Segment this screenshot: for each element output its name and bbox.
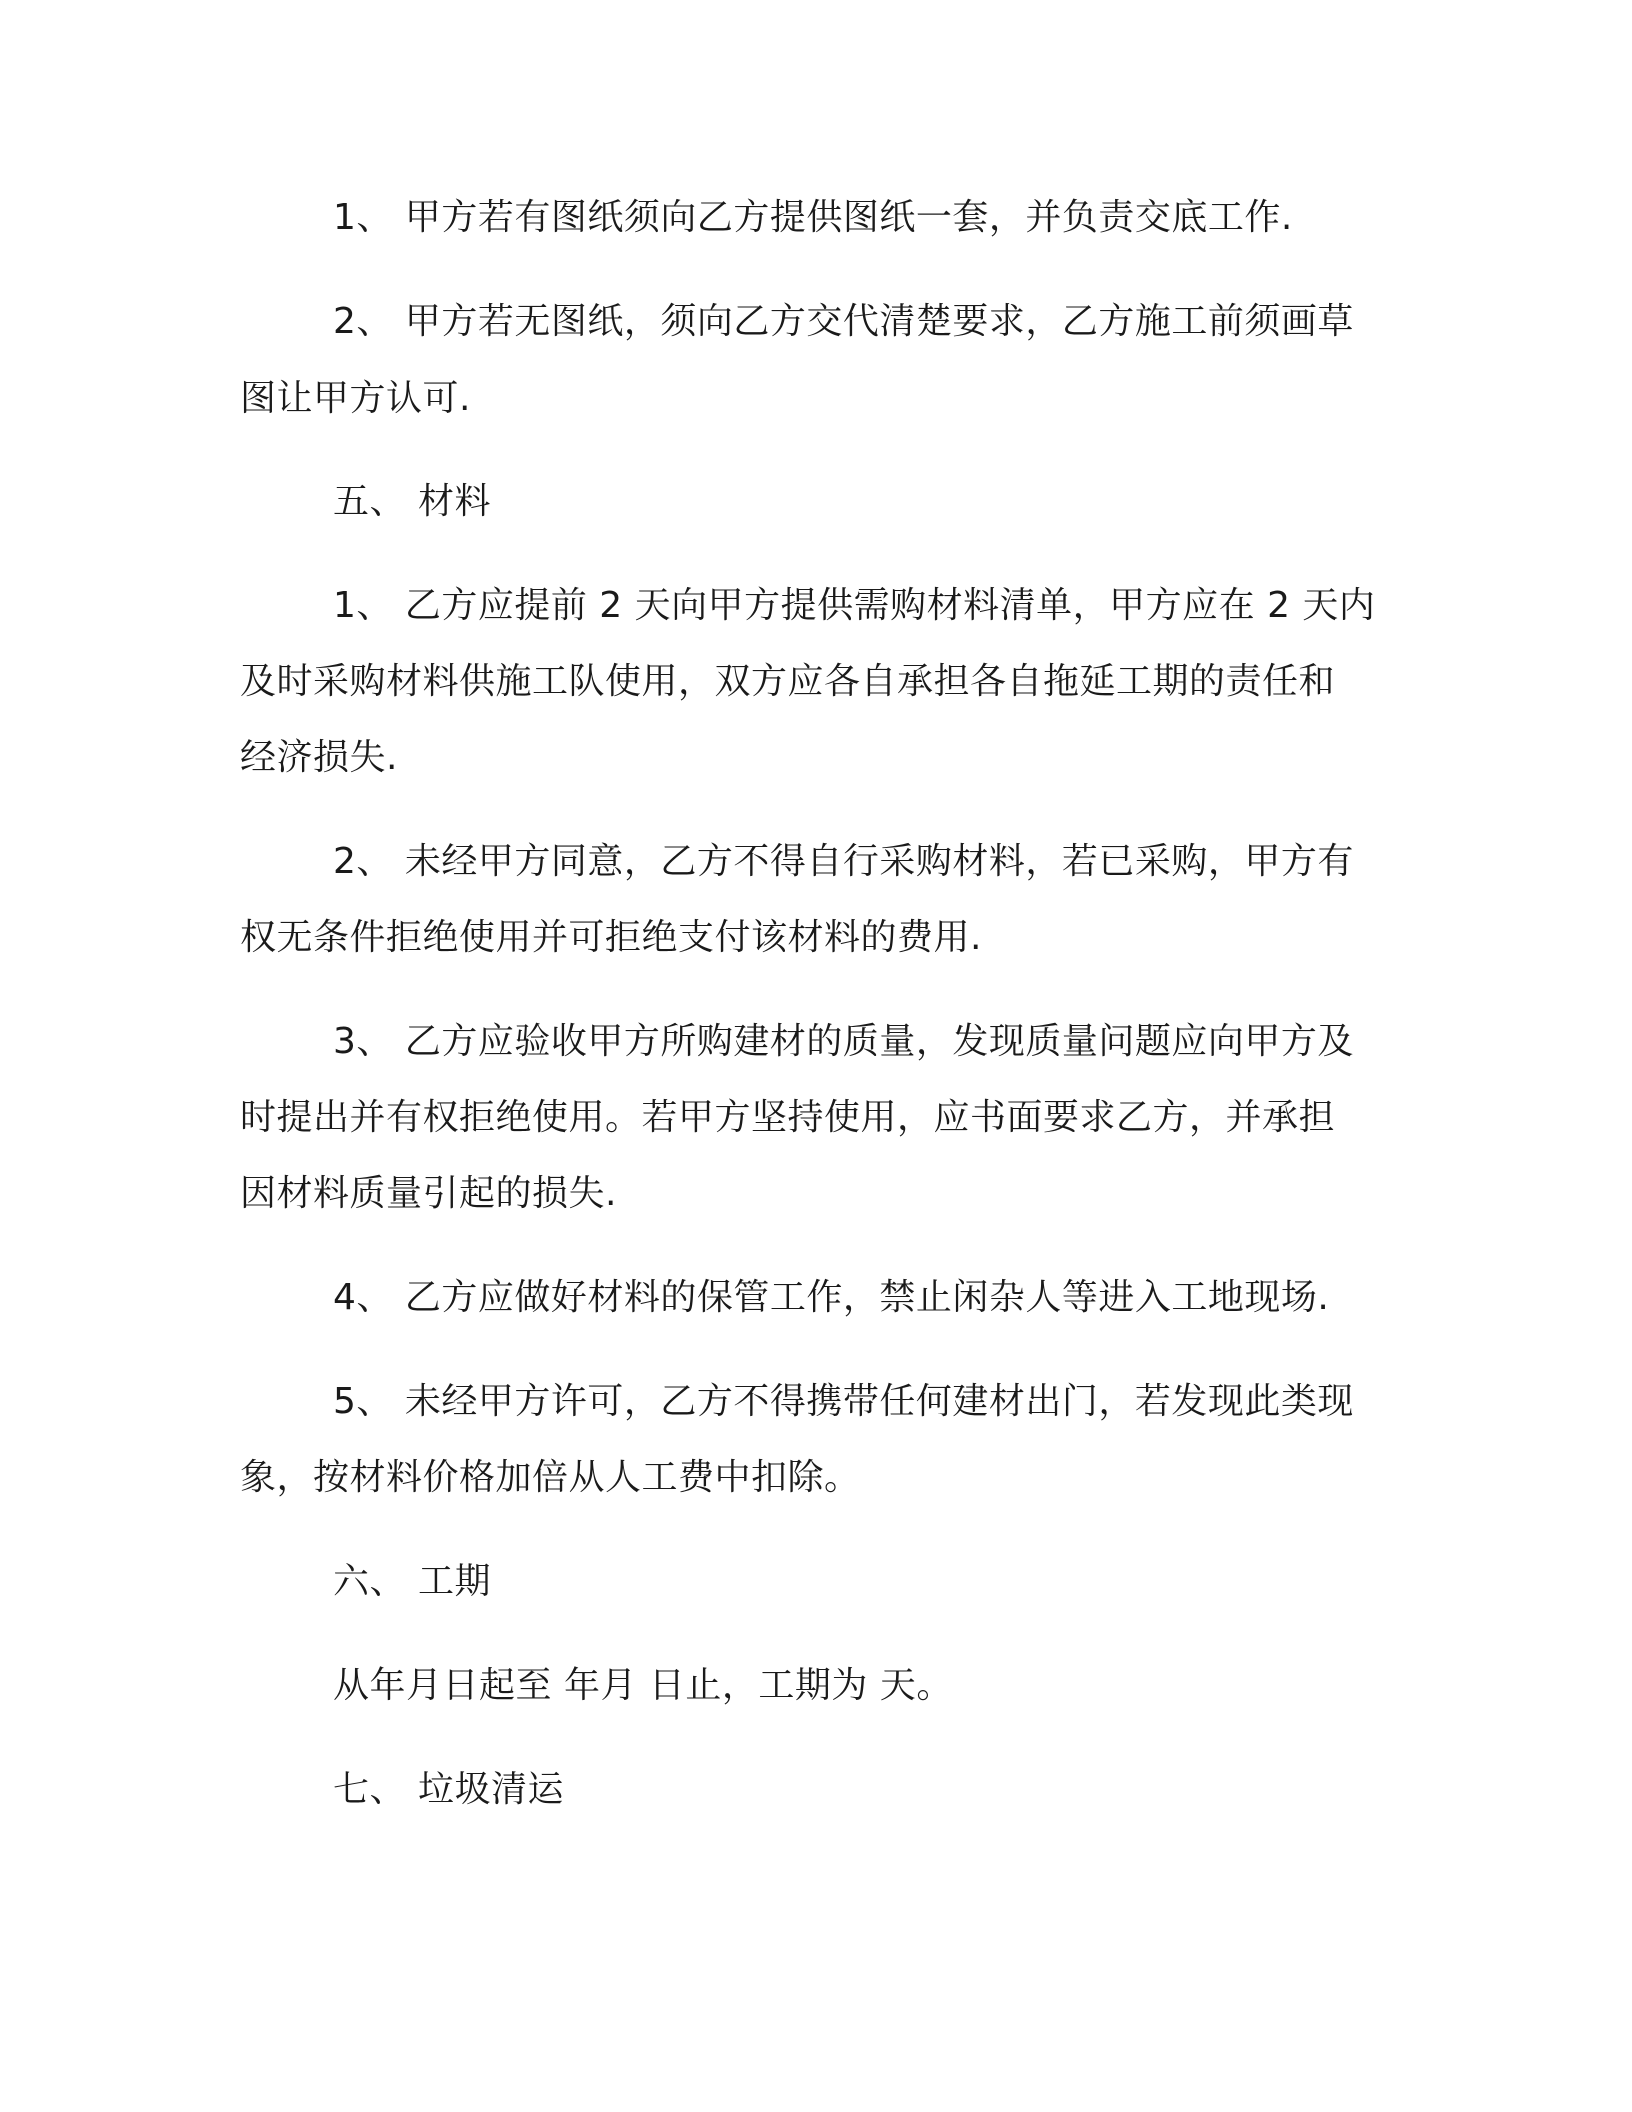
paragraph-line: 象，按材料价格加倍从人工费中扣除。	[240, 1457, 861, 1498]
paragraph-line: 1、 甲方若有图纸须向乙方提供图纸一套，并负责交底工作.	[333, 197, 1293, 238]
paragraph-line: 4、 乙方应做好材料的保管工作，禁止闲杂人等进入工地现场.	[333, 1277, 1330, 1318]
paragraph-line: 及时采购材料供施工队使用，双方应各自承担各自拖延工期的责任和	[240, 661, 1336, 702]
paragraph-line: 权无条件拒绝使用并可拒绝支付该材料的费用.	[240, 917, 982, 958]
paragraph-line: 1、 乙方应提前 2 天向甲方提供需购材料清单，甲方应在 2 天内	[333, 585, 1376, 626]
paragraph-line: 图让甲方认可.	[240, 378, 471, 419]
section-heading: 六、 工期	[333, 1561, 491, 1602]
paragraph-line: 2、 甲方若无图纸，须向乙方交代清楚要求，乙方施工前须画草	[333, 301, 1354, 342]
paragraph-line: 2、 未经甲方同意，乙方不得自行采购材料，若已采购，甲方有	[333, 841, 1354, 882]
section-heading: 七、 垃圾清运	[333, 1769, 564, 1810]
paragraph-line: 时提出并有权拒绝使用。若甲方坚持使用，应书面要求乙方，并承担	[240, 1097, 1336, 1138]
paragraph-line: 3、 乙方应验收甲方所购建材的质量，发现质量问题应向甲方及	[333, 1021, 1354, 1062]
paragraph-line: 从年月日起至 年月 日止，工期为 天。	[333, 1665, 953, 1706]
paragraph-line: 因材料质量引起的损失.	[240, 1173, 617, 1214]
paragraph-line: 经济损失.	[240, 737, 398, 778]
section-heading: 五、 材料	[333, 481, 491, 522]
paragraph-line: 5、 未经甲方许可，乙方不得携带任何建材出门，若发现此类现	[333, 1381, 1354, 1422]
